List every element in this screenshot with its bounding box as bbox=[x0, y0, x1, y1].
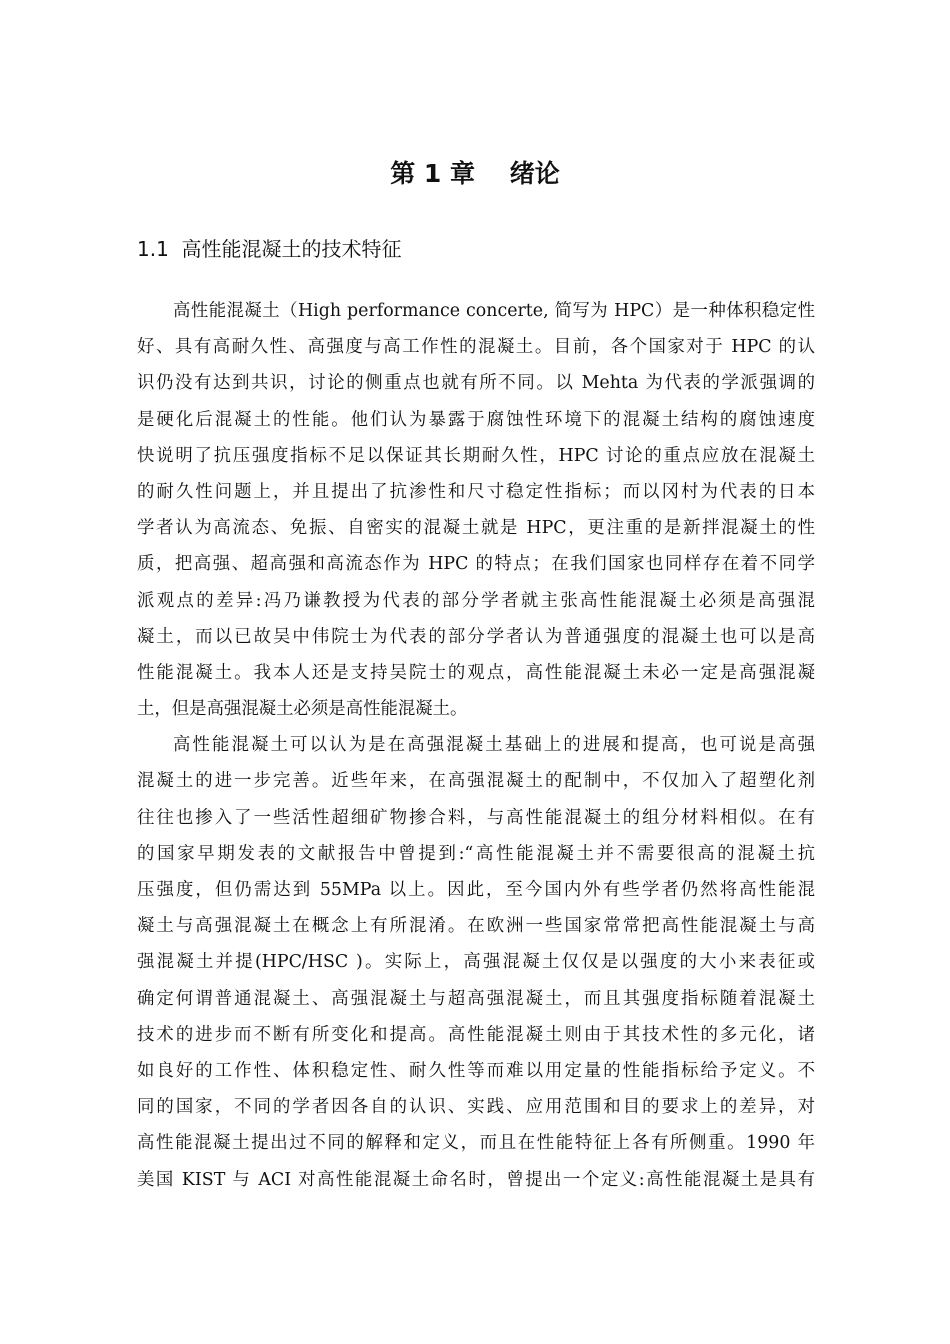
text-line: 压强度，但仍需达到 55MPa 以上。因此，至今国内外有些学者仍然将高性能混 bbox=[137, 880, 815, 900]
text-line: 同的国家，不同的学者因各自的认识、实践、应用范围和目的要求上的差异，对 bbox=[137, 1097, 815, 1118]
text-line: 美国 KIST 与 ACI 对高性能混凝土命名时，曾提出一个定义:高性能混凝土是具有 bbox=[137, 1169, 815, 1190]
text-line: 学者认为高流态、免振、自密实的混凝土就是 HPC，更注重的是新拌混凝土的性 bbox=[137, 518, 815, 539]
text-line: 凝土与高强混凝土在概念上有所混淆。在欧洲一些国家常常把高性能混凝土与高 bbox=[137, 916, 815, 937]
text-line: 性能混凝土。我本人还是支持吴院士的观点，高性能混凝土未必一定是高强混凝 bbox=[137, 662, 815, 683]
text-line: 识仍没有达到共识，讨论的侧重点也就有所不同。以 Mehta 为代表的学派强调的 bbox=[137, 373, 815, 394]
text-line: 的国家早期发表的文献报告中曾提到:“高性能混凝土并不需要很高的混凝土抗 bbox=[137, 843, 815, 864]
text-line: 高性能混凝土可以认为是在高强混凝土基础上的进展和提高，也可说是高强 bbox=[173, 735, 815, 756]
chapter-title: 第 1 章 绪论 bbox=[390, 159, 560, 188]
text-line: 派观点的差异:冯乃谦教授为代表的部分学者就主张高性能混凝土必须是高强混 bbox=[137, 590, 815, 611]
section-title: 1.1 高性能混凝土的技术特征 bbox=[137, 237, 402, 261]
text-line: 确定何谓普通混凝土、高强混凝土与超高强混凝土，而且其强度指标随着混凝土 bbox=[137, 988, 815, 1009]
paragraph-2 bbox=[137, 727, 815, 1197]
text-line: 混凝土的进一步完善。近些年来，在高强混凝土的配制中，不仅加入了超塑化剂 bbox=[137, 771, 815, 792]
paragraph-1 bbox=[137, 293, 815, 727]
body-text bbox=[137, 293, 815, 1198]
text-line: 高性能混凝土（High performance concerte, 简写为 HPC）是一种体积稳定性 bbox=[173, 301, 815, 321]
text-line: 的耐久性问题上，并且提出了抗渗性和尺寸稳定性指标；而以冈村为代表的日本 bbox=[137, 481, 815, 502]
text-line: 土，但是高强混凝土必须是高性能混凝土。 bbox=[137, 699, 468, 720]
text-line: 凝土，而以已故吴中伟院士为代表的部分学者认为普通强度的混凝土也可以是高 bbox=[137, 626, 815, 647]
text-line: 往往也掺入了一些活性超细矿物掺合料，与高性能混凝土的组分材料相似。在有 bbox=[137, 807, 815, 828]
text-line: 如良好的工作性、体积稳定性、耐久性等而难以用定量的性能指标给予定义。不 bbox=[137, 1060, 815, 1081]
text-line: 高性能混凝土提出过不同的解释和定义，而且在性能特征上各有所侧重。1990 年 bbox=[137, 1133, 815, 1154]
text-line: 快说明了抗压强度指标不足以保证其长期耐久性，HPC 讨论的重点应放在混凝土 bbox=[137, 445, 815, 466]
text-line: 质，把高强、超高强和高流态作为 HPC 的特点；在我们国家也同样存在着不同学 bbox=[137, 554, 815, 575]
text-line: 是硬化后混凝土的性能。他们认为暴露于腐蚀性环境下的混凝土结构的腐蚀速度 bbox=[137, 409, 815, 430]
text-line: 好、具有高耐久性、高强度与高工作性的混凝土。目前，各个国家对于 HPC 的认 bbox=[137, 337, 815, 358]
text-line: 强混凝土并提(HPC/HSC )。实际上，高强混凝土仅仅是以强度的大小来表征或 bbox=[137, 952, 815, 973]
text-line: 技术的进步而不断有所变化和提高。高性能混凝土则由于其技术性的多元化，诸 bbox=[137, 1024, 815, 1045]
